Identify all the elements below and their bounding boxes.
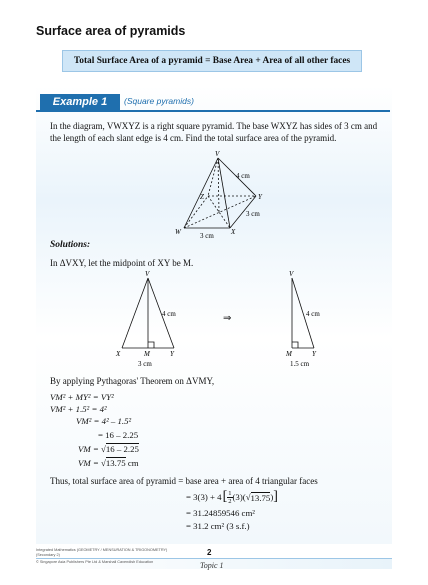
equation-line-2: VM² + 1.5² = 4² [50, 404, 107, 414]
example-label: Example 1 [40, 94, 120, 110]
fig2-label-y: Y [170, 350, 174, 358]
topic-label: Topic 1 [200, 561, 224, 570]
calc-line-1-start: = 3(3) + 4 [186, 492, 222, 502]
fig2-label-v: V [145, 270, 150, 278]
sqrt-sign: √ [101, 458, 106, 468]
fig1-label-z: Z [200, 193, 204, 201]
equation-line-5-radicand: 16 – 2.25 [105, 444, 139, 454]
fig3-label-v: V [289, 270, 294, 278]
calc-line-1-close: ) [270, 492, 274, 502]
right-bracket: ] [273, 489, 278, 504]
triangle-vmy-diagram [270, 268, 340, 370]
fig2-label-m: M [144, 350, 150, 358]
equation-line-5-lhs: VM = [78, 444, 102, 454]
calc-line-1-mid: (3)( [232, 492, 246, 502]
sqrt-sign: √ [245, 492, 251, 502]
fig3-base-label: 1.5 cm [290, 360, 310, 368]
fig3-slant-label: 4 cm [306, 310, 320, 318]
fig1-label-w: W [175, 228, 181, 236]
fig3-label-m: M [286, 350, 292, 358]
equation-line-3: VM² = 4² – 1.5² [76, 416, 132, 426]
implies-arrow: ⇒ [223, 313, 232, 324]
equation-line-6-unit: cm [125, 458, 139, 468]
footer-copyright: © Singapore Asia Publishers Pte Ltd & Marshall Cavendish Education [36, 560, 154, 564]
solutions-heading: Solutions: [50, 240, 91, 250]
calculation-line-3: = 31.2 cm² (3 s.f.) [186, 521, 250, 531]
pyramid-diagram [170, 150, 280, 240]
left-bracket: [ [222, 489, 228, 504]
calc-radicand: 13.75 [250, 492, 271, 503]
footer-book-title: Integrated Mathematics (GEOMETRY / MENSURATION & TRIGONOMETRY) [36, 548, 168, 552]
equation-line-6-radicand: 13.75 [105, 458, 126, 468]
fig1-label-y: Y [258, 193, 262, 201]
fig1-base-label: 3 cm [200, 232, 214, 240]
solutions-line: In ΔVXY, let the midpoint of XY be M. [50, 258, 194, 268]
fraction-denominator: 2 [228, 497, 232, 505]
example-subtitle: (Square pyramids) [124, 96, 194, 106]
section-title: Surface area of pyramids [36, 24, 186, 38]
page-number: 2 [207, 548, 212, 557]
fig2-label-x: X [116, 350, 121, 358]
thus-statement: Thus, total surface area of pyramid = base area + area of 4 triangular faces [50, 476, 318, 486]
equation-line-4: = 16 – 2.25 [98, 430, 139, 440]
fig1-side-label: 3 cm [246, 210, 260, 218]
fig2-base-label: 3 cm [138, 360, 152, 368]
calculation-line-2: = 31.24859546 cm² [186, 508, 255, 518]
equation-line-5 [78, 443, 139, 455]
fig3-label-y: Y [312, 350, 316, 358]
fraction-numerator: 1 [228, 489, 232, 497]
triangle-vxy-diagram [110, 268, 190, 370]
fig2-slant-label: 4 cm [162, 310, 176, 318]
fig1-label-x: X [231, 228, 236, 236]
fig1-label-v: V [215, 150, 220, 158]
formula-box: Total Surface Area of a pyramid = Base Area + Area of all other faces [62, 50, 362, 72]
footer-level: (Secondary 2) [36, 553, 60, 557]
pythagoras-intro: By applying Pythagoras' Theorem on ΔVMY, [50, 376, 215, 386]
sqrt-sign: √ [101, 444, 106, 454]
fig1-slant-label: 4 cm [236, 172, 250, 180]
question-text: In the diagram, VWXYZ is a right square pyramid. The base WXYZ has sides of 3 cm and the length of each slant edge is 4 cm. Find the total surface area of the pyramid. [50, 121, 378, 143]
equation-line-6 [78, 457, 139, 469]
equation-line-1: VM² + MY² = VY² [50, 392, 114, 402]
calculation-line-1 [186, 489, 278, 505]
equation-line-6-lhs: VM = [78, 458, 102, 468]
